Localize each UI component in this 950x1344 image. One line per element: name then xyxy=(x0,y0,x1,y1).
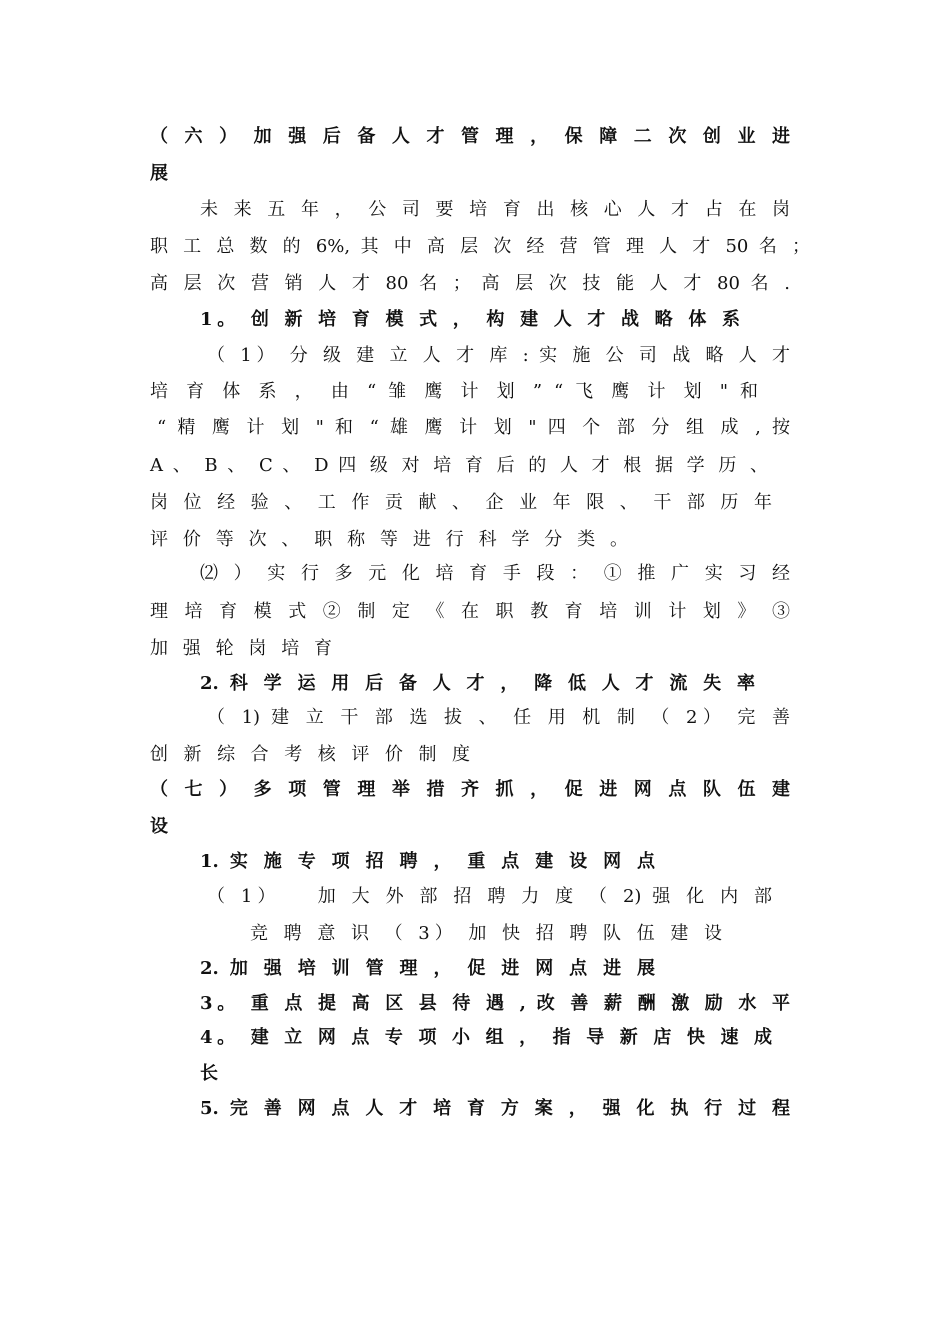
subheading-4-cont: 长 xyxy=(200,1063,218,1084)
body-line: （ 1） 加 大 外 部 招 聘 力 度 （ 2) 强 化 内 部 xyxy=(207,886,772,907)
body-line: 理 培 育 模 式 ② 制 定 《 在 职 教 育 培 训 计 划 》 ③ xyxy=(150,601,790,622)
body-line: 岗 位 经 验 、 工 作 贡 献 、 企 业 年 限 、 干 部 历 年 xyxy=(150,492,772,513)
subheading-1: 1。 创 新 培 育 模 式 ， 构 建 人 才 战 略 体 系 xyxy=(200,309,740,330)
subheading-2: 2. 加 强 培 训 管 理 ， 促 进 网 点 进 展 xyxy=(200,958,655,979)
body-line: 创 新 综 合 考 核 评 价 制 度 xyxy=(150,744,470,765)
body-line: “ 精 鹰 计 划 " 和 “ 雄 鹰 计 划 " 四 个 部 分 组 成 , 按 xyxy=(157,417,790,438)
body-line: （ 1) 建 立 干 部 选 拔 、 任 用 机 制 （ 2） 完 善 xyxy=(207,707,790,728)
section-heading-6-cont: 展 xyxy=(150,163,168,184)
subheading-4: 4。 建 立 网 点 专 项 小 组 ， 指 导 新 店 快 速 成 xyxy=(200,1027,772,1048)
subheading-5: 5. 完 善 网 点 人 才 培 育 方 案 ， 强 化 执 行 过 程 xyxy=(200,1098,790,1119)
body-line: 竞 聘 意 识 （ 3） 加 快 招 聘 队 伍 建 设 xyxy=(250,923,722,944)
body-line: 高 层 次 营 销 人 才 80 名 ； 高 层 次 技 能 人 才 80 名 . xyxy=(150,273,790,294)
body-line: 未 来 五 年 ， 公 司 要 培 育 出 核 心 人 才 占 在 岗 xyxy=(200,199,790,220)
section-heading-6: （ 六 ） 加 强 后 备 人 才 管 理 ， 保 障 二 次 创 业 进 xyxy=(150,126,790,147)
body-line: 职 工 总 数 的 6%, 其 中 高 层 次 经 营 管 理 人 才 50 名 ； xyxy=(150,236,810,257)
body-line: 评 价 等 次 、 职 称 等 进 行 科 学 分 类 。 xyxy=(150,529,628,550)
body-line: 加 强 轮 岗 培 育 xyxy=(150,638,332,659)
body-line: A 、 B 、 C 、 D 四 级 对 培 育 后 的 人 才 根 据 学 历 、 xyxy=(150,455,768,476)
body-line: （ 1） 分 级 建 立 人 才 库 : 实 施 公 司 战 略 人 才 xyxy=(207,345,790,366)
subheading-1: 1. 实 施 专 项 招 聘 ， 重 点 建 设 网 点 xyxy=(200,851,655,872)
subheading-3: 3。 重 点 提 高 区 县 待 遇 , 改 善 薪 酬 激 励 水 平 xyxy=(200,993,790,1014)
body-line: ⑵ ） 实 行 多 元 化 培 育 手 段 ： ① 推 广 实 习 经 xyxy=(200,563,790,584)
subheading-2: 2. 科 学 运 用 后 备 人 才 ， 降 低 人 才 流 失 率 xyxy=(200,673,755,694)
section-heading-7: （ 七 ） 多 项 管 理 举 措 齐 抓 ， 促 进 网 点 队 伍 建 xyxy=(150,779,790,800)
body-line: 培 育 体 系 ， 由 “ 雏 鹰 计 划 ” “ 飞 鹰 计 划 " 和 xyxy=(150,381,758,402)
section-heading-7-cont: 设 xyxy=(150,816,168,837)
